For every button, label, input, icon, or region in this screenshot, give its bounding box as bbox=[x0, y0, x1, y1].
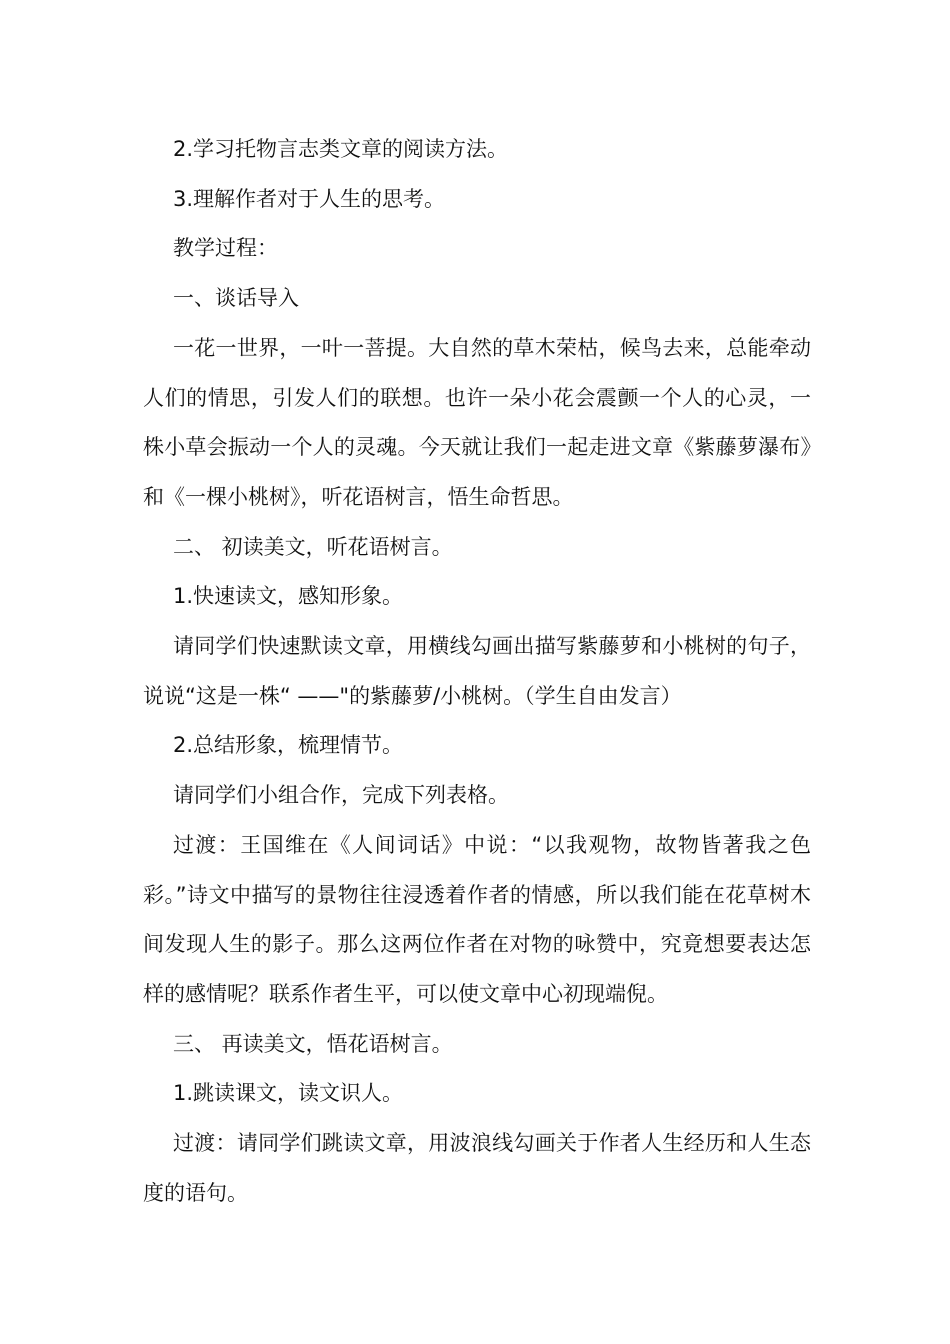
section-heading-teaching-process: 教学过程： bbox=[173, 236, 278, 261]
objective-3: 3.理解作者对于人生的思考。 bbox=[173, 186, 446, 211]
objective-2: 2.学习托物言志类文章的阅读方法。 bbox=[173, 137, 509, 161]
transition-paragraph-1: 过渡：王国维在《人间词话》中说：“以我观物，故物皆著我之色彩。”诗文中描写的景物往往浸透着作者的情感，所以我们能在花草树木间发现人生的影子。那么这两位作者在对物的咏赞中，究竟想要表达怎样的感情呢？联系作者生平，可以使文章中心初现端倪。 bbox=[143, 832, 811, 1006]
document-body bbox=[143, 125, 811, 1218]
section-heading-3: 三、 再读美文，悟花语树言。 bbox=[173, 1031, 453, 1056]
step-3-1: 1.跳读课文，读文识人。 bbox=[173, 1081, 404, 1106]
transition-paragraph-2: 过渡：请同学们跳读文章，用波浪线勾画关于作者人生经历和人生态度的语句。 bbox=[143, 1131, 811, 1205]
section-heading-2: 二、 初读美文，听花语树言。 bbox=[173, 534, 453, 559]
step-2-1: 1.快速读文，感知形象。 bbox=[173, 584, 404, 609]
section-heading-1: 一、谈话导入 bbox=[173, 286, 299, 311]
step-2-1-paragraph: 请同学们快速默读文章，用横线勾画出描写紫藤萝和小桃树的句子，说说“这是一株“ ——"的紫藤萝/小桃树。（学生自由发言） bbox=[143, 634, 811, 708]
intro-paragraph: 一花一世界，一叶一菩提。大自然的草木荣枯，候鸟去来，总能牵动人们的情思，引发人们的联想。也许一朵小花会震颤一个人的心灵，一株小草会振动一个人的灵魂。今天就让我们一起走进文章《紫藤萝瀑布》和《一棵小桃树》，听花语树言，悟生命哲思。 bbox=[143, 335, 811, 509]
step-2-2-paragraph: 请同学们小组合作，完成下列表格。 bbox=[173, 783, 509, 808]
step-2-2: 2.总结形象，梳理情节。 bbox=[173, 733, 404, 758]
